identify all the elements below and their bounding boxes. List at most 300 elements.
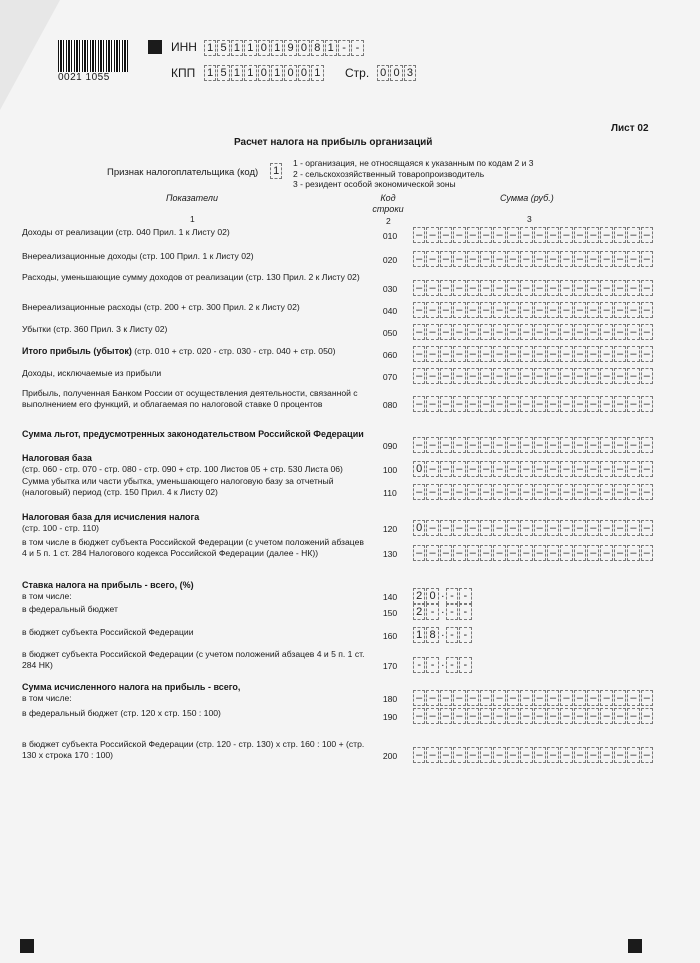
amount-cell: – [440,437,452,453]
amount-cell: – [453,520,465,536]
inn-label: ИНН [171,40,197,54]
amount-cell: – [493,484,505,500]
amount-cell: – [547,545,559,561]
amount-cell: – [493,368,505,384]
amount-cell: – [413,368,425,384]
amount-cell: – [627,708,639,724]
amount-cell: – [587,437,599,453]
amount-cell: – [574,747,586,763]
amount-cell: – [534,708,546,724]
amount-cell: – [600,302,612,318]
amount-cell: – [520,484,532,500]
kpp-cell: 1 [244,65,256,81]
amount-cell: – [520,437,532,453]
row-bold-label: Ставка налога на прибыль - всего, (%) [22,580,194,590]
amount-cell: – [600,545,612,561]
inn-cell: 9 [284,40,296,56]
amount-field-140[interactable] [413,588,473,604]
rate-dec-cell: - [446,657,458,673]
decimal-point: . [441,604,445,616]
amount-cell: – [520,280,532,296]
amount-cell: – [453,690,465,706]
amount-cell: – [467,708,479,724]
amount-cell: – [587,520,599,536]
decimal-point: . [441,627,445,639]
amount-cell: – [440,346,452,362]
amount-cell: – [480,346,492,362]
amount-cell: – [440,302,452,318]
amount-cell: – [587,461,599,477]
amount-cell: – [587,280,599,296]
amount-cell: – [413,545,425,561]
amount-cell: – [467,251,479,267]
row-text: Доходы, исключаемые из прибыли [22,368,162,378]
row-code-190: 190 [382,712,398,722]
amount-cell: – [493,461,505,477]
amount-cell: – [614,280,626,296]
amount-cell: – [413,747,425,763]
amount-cell: – [493,251,505,267]
amount-cell: – [614,396,626,412]
rate-dec-cell: - [459,657,471,673]
amount-cell: – [560,690,572,706]
amount-cell: – [426,324,438,340]
row-text: в федеральный бюджет (стр. 120 x стр. 150 : 100) [22,708,221,718]
amount-cell: – [467,368,479,384]
amount-field-120[interactable] [413,520,654,536]
amount-cell: – [493,302,505,318]
amount-cell: – [493,437,505,453]
amount-field-030[interactable] [413,280,654,296]
amount-cell: – [534,324,546,340]
rate-dec-cell: - [446,588,458,604]
row-code-090: 090 [382,441,398,451]
amount-cell: – [600,461,612,477]
amount-cell: – [614,324,626,340]
amount-cell: – [467,690,479,706]
folded-corner [0,0,60,110]
amount-cell: – [587,708,599,724]
row-label-180 [22,682,367,704]
amount-cell: – [413,302,425,318]
amount-cell: – [641,545,653,561]
amount-cell: – [426,520,438,536]
inn-cell: 1 [271,40,283,56]
amount-cell: – [493,346,505,362]
amount-cell: – [507,747,519,763]
row-text: в бюджет субъекта Российской Федерации (с учетом положений абзацев 4 и 5 п. 1 ст. 284 НК) [22,649,365,670]
amount-field-020[interactable] [413,251,654,267]
amount-cell: – [467,302,479,318]
amount-cell: – [507,545,519,561]
amount-field-070[interactable] [413,368,654,384]
row-label-150 [22,604,367,615]
amount-cell: – [520,545,532,561]
amount-cell: – [560,227,572,243]
amount-cell: – [627,227,639,243]
amount-cell: – [467,324,479,340]
row-text: Внереализационные доходы (стр. 100 Прил. 1 к Листу 02) [22,251,254,261]
row-text: Прибыль, полученная Банком России от осуществления деятельности, связанной с выполнением его функций, и облагаемая по налоговой ставке 0 процентов [22,388,358,409]
row-text: Убытки (стр. 360 Прил. 3 к Листу 02) [22,324,168,334]
amount-field-100[interactable] [413,461,654,477]
amount-cell: – [614,251,626,267]
amount-cell: – [627,437,639,453]
amount-cell: – [467,396,479,412]
amount-cell: – [627,461,639,477]
row-code-140: 140 [382,592,398,602]
amount-cell: – [493,708,505,724]
amount-cell: – [440,396,452,412]
amount-cell: – [480,280,492,296]
kpp-cell: 5 [217,65,229,81]
amount-cell: – [587,251,599,267]
amount-cell: – [426,396,438,412]
inn-cells [204,40,365,56]
amount-cell: – [426,302,438,318]
alignment-marker-bottom-right [628,939,642,953]
row-code-170: 170 [382,661,398,671]
amount-cell: – [574,461,586,477]
row-text: (стр. 100 - стр. 110) [22,522,99,533]
amount-field-060[interactable] [413,346,654,362]
decimal-point: . [441,657,445,669]
rate-int-cell: 2 [413,588,425,604]
amount-cell: – [413,396,425,412]
amount-cell: – [600,346,612,362]
amount-field-110[interactable] [413,484,654,500]
amount-cell: – [520,227,532,243]
amount-cell: – [426,227,438,243]
row-code-040: 040 [382,306,398,316]
decimal-point: . [441,588,445,600]
amount-field-010[interactable] [413,227,654,243]
amount-cell: – [574,346,586,362]
amount-field-180[interactable] [413,690,654,706]
amount-cell: – [507,324,519,340]
column-number-3: 3 [527,214,532,224]
amount-cell: – [426,690,438,706]
row-code-180: 180 [382,694,398,704]
row-label-030 [22,272,367,283]
amount-cell: – [480,747,492,763]
row-text: Внереализационные расходы (стр. 200 + стр. 300 Прил. 2 к Листу 02) [22,302,300,312]
amount-cell: – [600,437,612,453]
amount-cell: – [453,346,465,362]
row-bold-label: Налоговая база [22,453,92,463]
amount-field-170[interactable] [413,657,473,673]
amount-cell: – [574,708,586,724]
amount-cell: – [560,461,572,477]
rate-int-cell: - [426,657,438,673]
amount-cell: – [574,368,586,384]
amount-cell: – [534,747,546,763]
amount-cell: – [480,302,492,318]
amount-cell: – [641,520,653,536]
kpp-cell: 1 [271,65,283,81]
amount-cell: – [440,708,452,724]
amount-cell: – [520,747,532,763]
amount-cell: – [627,545,639,561]
row-bold-label: Итого прибыль (убыток) [22,346,132,356]
amount-cell: – [547,747,559,763]
amount-cell: – [587,747,599,763]
amount-cell: – [547,396,559,412]
amount-cell: – [547,368,559,384]
amount-cell: – [413,280,425,296]
amount-cell: – [413,484,425,500]
amount-cell: – [520,708,532,724]
amount-cell: – [600,324,612,340]
amount-field-080[interactable] [413,396,654,412]
taxpayer-sign-option-1: 1 - организация, не относящаяся к указанным по кодам 2 и 3 [293,158,534,168]
row-text: (стр. 010 + стр. 020 - стр. 030 - стр. 040 + стр. 050) [131,346,336,356]
amount-cell: – [574,484,586,500]
amount-cell: – [547,324,559,340]
barcode-number: 0021 1055 [58,72,110,83]
row-text: Сумма убытка или части убытка, уменьшающего налоговую базу за отчетный (налоговый) период (стр. 150 Прил. 4 к Листу 02) [22,476,334,497]
amount-cell: – [520,461,532,477]
amount-cell: – [614,747,626,763]
amount-cell: – [480,368,492,384]
amount-cell: – [480,227,492,243]
amount-cell: – [493,324,505,340]
rate-int-cell: 0 [426,588,438,604]
amount-cell: – [453,227,465,243]
page-number-cell: 3 [404,65,416,81]
column-number-1: 1 [190,214,195,224]
amount-cell: – [426,346,438,362]
amount-cell: – [467,461,479,477]
amount-cell: – [641,227,653,243]
row-label-140 [22,580,367,602]
kpp-cells [204,65,325,81]
amount-cell: – [587,484,599,500]
amount-cell: – [627,280,639,296]
amount-cell: – [641,437,653,453]
amount-field-150[interactable] [413,604,473,620]
row-label-070 [22,368,367,379]
column-header-amount: Сумма (руб.) [500,193,554,203]
kpp-cell: 1 [231,65,243,81]
row-text: в том числе: [22,590,72,601]
amount-cell: – [413,690,425,706]
amount-cell: – [614,690,626,706]
amount-cell: – [600,280,612,296]
row-code-160: 160 [382,631,398,641]
amount-cell: – [587,690,599,706]
amount-cell: – [574,690,586,706]
amount-cell: – [413,324,425,340]
rate-dec-cell: - [446,604,458,620]
amount-cell: – [587,346,599,362]
amount-cell: – [587,368,599,384]
page-label: Стр. [345,66,370,80]
amount-cell: – [440,461,452,477]
amount-cell: – [614,346,626,362]
row-bold-label: Налоговая база для исчисления налога [22,512,200,522]
row-label-130 [22,537,367,559]
sheet-title: Расчет налога на прибыль организаций [234,137,433,148]
inn-cell: - [351,40,363,56]
inn-cell: 0 [298,40,310,56]
amount-cell: – [507,437,519,453]
inn-cell: - [338,40,350,56]
row-text: в том числе: [22,692,72,703]
amount-cell: – [534,690,546,706]
amount-cell: – [600,520,612,536]
amount-cell: – [413,437,425,453]
kpp-cell: 1 [311,65,323,81]
amount-cell: – [493,396,505,412]
amount-cell: – [560,747,572,763]
amount-cell: – [574,302,586,318]
alignment-marker-top-left [148,40,162,54]
amount-cell: – [534,396,546,412]
row-text: Доходы от реализации (стр. 040 Прил. 1 к Листу 02) [22,227,230,237]
amount-cell: – [467,484,479,500]
amount-field-130[interactable] [413,545,654,561]
kpp-cell: 0 [284,65,296,81]
amount-cell: – [520,251,532,267]
amount-cell: – [426,280,438,296]
amount-cell: – [547,437,559,453]
amount-cell: – [600,690,612,706]
kpp-cell: 0 [298,65,310,81]
rate-dec-cell: - [459,604,471,620]
amount-cell: – [614,484,626,500]
amount-cell: – [587,545,599,561]
row-label-020 [22,251,367,262]
amount-cell: – [453,747,465,763]
amount-cell: – [627,747,639,763]
amount-cell: – [440,747,452,763]
amount-cell: – [507,396,519,412]
taxpayer-sign-option-2: 2 - сельскохозяйственный товаропроизводитель [293,168,485,179]
row-code-110: 110 [383,488,397,498]
row-code-030: 030 [382,284,398,294]
amount-cell: – [574,324,586,340]
rate-int-cell: 1 [413,627,425,643]
rate-dec-cell: - [459,627,471,643]
amount-cell: – [627,368,639,384]
amount-cell: – [547,346,559,362]
kpp-cell: 1 [204,65,216,81]
amount-cell: – [426,708,438,724]
taxpayer-sign-value: 1 [270,163,282,179]
amount-cell: – [614,520,626,536]
amount-cell: – [440,251,452,267]
taxpayer-sign-option-3: 3 - резидент особой экономической зоны [293,179,456,189]
amount-cell: – [493,227,505,243]
row-text: в том числе в бюджет субъекта Российской Федерации (с учетом положений абзацев 4 и 5 п. 1 ст. 284 Налогового кодекса Российской Федерации (далее - НК)) [22,537,364,558]
amount-cell: – [440,520,452,536]
amount-cell: – [440,280,452,296]
amount-cell: – [587,227,599,243]
amount-cell: – [614,708,626,724]
amount-cell: – [534,437,546,453]
amount-cell: – [614,227,626,243]
row-label-200 [22,739,367,761]
amount-cell: – [574,227,586,243]
row-label-060 [22,346,367,357]
amount-cell: – [560,437,572,453]
amount-field-200[interactable] [413,747,654,763]
amount-field-050[interactable] [413,324,654,340]
amount-cell: – [627,690,639,706]
amount-field-190[interactable] [413,708,654,724]
amount-cell: – [413,227,425,243]
row-code-100: 100 [382,465,398,475]
amount-cell: – [520,368,532,384]
amount-cell: – [614,461,626,477]
amount-cell: – [600,251,612,267]
row-text: (стр. 060 - стр. 070 - стр. 080 - стр. 090 + стр. 100 Листов 05 + стр. 530 Листа 06) [22,463,343,474]
inn-cell: 1 [231,40,243,56]
amount-cell: – [627,520,639,536]
amount-cell: – [534,346,546,362]
amount-cell: – [627,324,639,340]
amount-cell: – [534,520,546,536]
amount-cell: – [600,747,612,763]
amount-cell: – [507,280,519,296]
amount-cell: – [520,396,532,412]
kpp-cell: 0 [258,65,270,81]
amount-cell: – [547,484,559,500]
row-label-170 [22,649,367,671]
amount-cell: – [467,545,479,561]
amount-cell: – [426,545,438,561]
row-label-040 [22,302,367,313]
amount-cell: – [507,346,519,362]
row-code-050: 050 [382,328,398,338]
amount-cell: – [614,368,626,384]
column-header-indicators: Показатели [166,193,218,203]
amount-cell: – [534,368,546,384]
amount-cell: – [453,396,465,412]
amount-cell: – [587,324,599,340]
amount-cell: – [507,251,519,267]
amount-cell: – [627,484,639,500]
taxpayer-sign-options [293,158,593,190]
amount-field-160[interactable] [413,627,473,643]
amount-cell: – [453,437,465,453]
amount-cell: – [480,437,492,453]
inn-cell: 0 [258,40,270,56]
amount-cell: – [534,227,546,243]
amount-cell: – [600,708,612,724]
row-code-060: 060 [382,350,398,360]
rate-int-cell: 8 [426,627,438,643]
amount-field-090[interactable] [413,437,654,453]
amount-cell: – [507,690,519,706]
amount-cell: – [440,690,452,706]
row-label-120 [22,512,367,534]
row-code-070: 070 [382,372,398,382]
amount-cell: – [440,227,452,243]
row-label-080 [22,388,367,410]
amount-cell: – [493,690,505,706]
barcode [58,40,128,72]
amount-cell: – [641,461,653,477]
sheet-number: Лист 02 [611,123,649,134]
amount-field-040[interactable] [413,302,654,318]
amount-cell: – [413,251,425,267]
row-label-090 [22,429,367,440]
amount-cell: – [560,396,572,412]
inn-cell: 1 [325,40,337,56]
amount-cell: – [641,747,653,763]
